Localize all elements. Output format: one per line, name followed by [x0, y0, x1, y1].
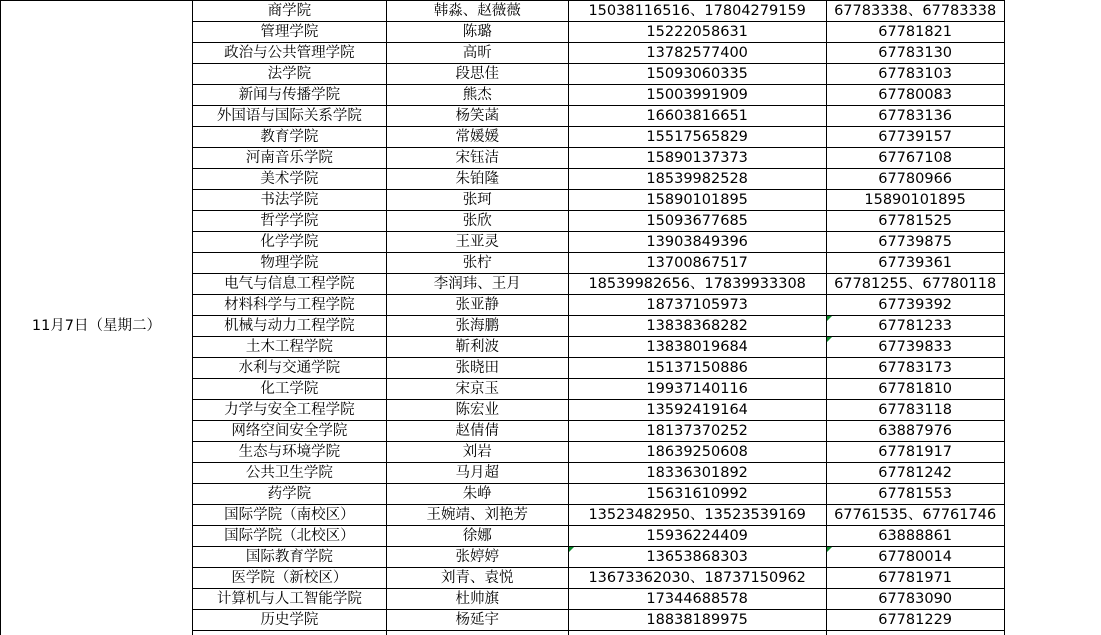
mobile-phone-text: 13523482950、13523539169 — [588, 507, 806, 523]
blank-cell[interactable] — [826, 631, 1004, 635]
error-indicator-icon — [827, 316, 832, 321]
contact-name-text: 靳利波 — [455, 339, 500, 355]
office-phone-cell[interactable] — [826, 379, 1004, 400]
office-phone-cell[interactable] — [826, 127, 1004, 148]
college-text: 管理学院 — [260, 24, 319, 40]
error-indicator-icon — [827, 547, 832, 552]
contact-name-cell[interactable] — [386, 85, 568, 106]
college-cell[interactable] — [192, 463, 386, 484]
contact-name-text: 朱铂隆 — [455, 171, 500, 187]
office-phone-text: 67781821 — [878, 24, 953, 40]
college-cell[interactable] — [192, 400, 386, 421]
mobile-phone-cell[interactable] — [568, 1, 826, 22]
office-phone-cell[interactable] — [826, 295, 1004, 316]
office-phone-text: 67739875 — [878, 234, 953, 250]
office-phone-text: 67783338、67783338 — [834, 3, 997, 19]
mobile-phone-cell[interactable] — [568, 379, 826, 400]
empty-cell[interactable] — [1004, 589, 1101, 610]
mobile-phone-text: 18539982528 — [646, 171, 748, 187]
mobile-phone-cell[interactable] — [568, 148, 826, 169]
contact-name-text: 朱峥 — [462, 486, 492, 502]
office-phone-cell[interactable] — [826, 232, 1004, 253]
contact-name-cell[interactable] — [386, 421, 568, 442]
contact-name-text: 韩淼、赵薇薇 — [433, 3, 521, 19]
error-indicator-icon — [827, 337, 832, 342]
contact-name-text: 段思佳 — [455, 66, 500, 82]
college-cell[interactable] — [192, 1, 386, 22]
blank-cell[interactable] — [386, 631, 568, 635]
empty-cell[interactable] — [1004, 295, 1101, 316]
empty-cell[interactable] — [1004, 232, 1101, 253]
mobile-phone-text: 19937140116 — [646, 381, 748, 397]
college-cell[interactable] — [192, 505, 386, 526]
contact-name-cell[interactable] — [386, 22, 568, 43]
mobile-phone-cell[interactable] — [568, 85, 826, 106]
office-phone-text: 67783136 — [878, 108, 953, 124]
mobile-phone-cell[interactable] — [568, 337, 826, 358]
college-text: 化工学院 — [260, 381, 319, 397]
contact-name-cell[interactable] — [386, 316, 568, 337]
mobile-phone-text: 15890101895 — [646, 192, 748, 208]
college-cell[interactable] — [192, 211, 386, 232]
college-cell[interactable] — [192, 379, 386, 400]
contact-name-text: 李润玮、王月 — [433, 276, 521, 292]
office-phone-cell[interactable] — [826, 442, 1004, 463]
contact-name-text: 马月超 — [455, 465, 500, 481]
contact-name-cell[interactable] — [386, 505, 568, 526]
office-phone-cell[interactable] — [826, 421, 1004, 442]
contact-name-cell[interactable] — [386, 64, 568, 85]
empty-cell[interactable] — [1004, 43, 1101, 64]
contact-name-text: 王亚灵 — [455, 234, 500, 250]
mobile-phone-cell[interactable] — [568, 463, 826, 484]
contact-name-text: 杜帅旗 — [455, 591, 500, 607]
mobile-phone-text: 15517565829 — [646, 129, 748, 145]
college-cell[interactable] — [192, 148, 386, 169]
college-text: 力学与安全工程学院 — [224, 402, 355, 418]
mobile-phone-cell[interactable] — [568, 22, 826, 43]
contact-name-cell[interactable] — [386, 211, 568, 232]
empty-cell[interactable] — [1004, 484, 1101, 505]
mobile-phone-cell[interactable] — [568, 400, 826, 421]
empty-cell[interactable] — [1004, 526, 1101, 547]
office-phone-text: 67780966 — [878, 171, 953, 187]
mobile-phone-cell[interactable] — [568, 43, 826, 64]
mobile-phone-text: 18639250608 — [646, 444, 748, 460]
college-cell[interactable] — [192, 316, 386, 337]
mobile-phone-text: 13838019684 — [646, 339, 748, 355]
office-phone-cell[interactable] — [826, 463, 1004, 484]
college-text: 国际学院（南校区） — [224, 507, 355, 523]
empty-cell[interactable] — [1004, 568, 1101, 589]
contact-name-cell[interactable] — [386, 526, 568, 547]
contact-name-text: 张欣 — [462, 213, 492, 229]
office-phone-cell[interactable] — [826, 148, 1004, 169]
office-phone-cell[interactable] — [826, 169, 1004, 190]
mobile-phone-text: 18336301892 — [646, 465, 748, 481]
contact-name-cell[interactable] — [386, 106, 568, 127]
mobile-phone-text: 13673362030、18737150962 — [588, 570, 806, 586]
contact-name-cell[interactable] — [386, 253, 568, 274]
contact-name-cell[interactable] — [386, 568, 568, 589]
college-cell[interactable] — [192, 85, 386, 106]
office-phone-text: 67783173 — [878, 360, 953, 376]
office-phone-text: 67783118 — [878, 402, 953, 418]
empty-cell[interactable] — [1004, 22, 1101, 43]
office-phone-cell[interactable] — [826, 526, 1004, 547]
office-phone-cell[interactable] — [826, 43, 1004, 64]
mobile-phone-text: 15038116516、17804279159 — [588, 3, 806, 19]
mobile-phone-cell[interactable] — [568, 169, 826, 190]
college-text: 电气与信息工程学院 — [224, 276, 355, 292]
empty-cell[interactable] — [1004, 400, 1101, 421]
office-phone-cell[interactable] — [826, 316, 1004, 337]
office-phone-cell[interactable] — [826, 568, 1004, 589]
mobile-phone-cell[interactable] — [568, 568, 826, 589]
contact-name-cell[interactable] — [386, 589, 568, 610]
office-phone-cell[interactable] — [826, 106, 1004, 127]
office-phone-text: 67781810 — [878, 381, 953, 397]
college-cell[interactable] — [192, 43, 386, 64]
college-cell[interactable] — [192, 442, 386, 463]
college-text: 土木工程学院 — [245, 339, 333, 355]
mobile-phone-text: 15093677685 — [646, 213, 748, 229]
contact-name-text: 王婉靖、刘艳芳 — [426, 507, 529, 523]
mobile-phone-text: 13700867517 — [646, 255, 748, 271]
contact-name-cell[interactable] — [386, 484, 568, 505]
office-phone-text: 63888861 — [878, 528, 953, 544]
office-phone-text: 67781553 — [878, 486, 953, 502]
college-text: 计算机与人工智能学院 — [216, 591, 362, 607]
mobile-phone-cell[interactable] — [568, 421, 826, 442]
college-text: 网络空间安全学院 — [231, 423, 348, 439]
college-cell[interactable] — [192, 421, 386, 442]
contact-name-cell[interactable] — [386, 337, 568, 358]
mobile-phone-text: 15137150886 — [646, 360, 748, 376]
college-text: 医学院（新校区） — [231, 570, 348, 586]
table-row — [1, 1, 1101, 22]
office-phone-text: 67781971 — [878, 570, 953, 586]
mobile-phone-cell[interactable] — [568, 505, 826, 526]
college-cell[interactable] — [192, 484, 386, 505]
college-text: 河南音乐学院 — [245, 150, 333, 166]
mobile-phone-text: 18539982656、17839933308 — [588, 276, 806, 292]
empty-cell[interactable] — [1004, 253, 1101, 274]
college-cell[interactable] — [192, 274, 386, 295]
office-phone-text: 67739361 — [878, 255, 953, 271]
college-cell[interactable] — [192, 106, 386, 127]
empty-cell[interactable] — [1004, 169, 1101, 190]
office-phone-cell[interactable] — [826, 253, 1004, 274]
contact-name-cell[interactable] — [386, 127, 568, 148]
empty-cell[interactable] — [1004, 505, 1101, 526]
contact-name-text: 张海鹏 — [455, 318, 500, 334]
empty-cell[interactable] — [1004, 64, 1101, 85]
contact-name-text: 张珂 — [462, 192, 492, 208]
contact-name-text: 熊杰 — [462, 87, 492, 103]
college-cell[interactable] — [192, 610, 386, 631]
office-phone-text: 67739833 — [878, 339, 953, 355]
office-phone-text: 67739157 — [878, 129, 953, 145]
contact-name-text: 徐娜 — [462, 528, 492, 544]
office-phone-cell[interactable] — [826, 190, 1004, 211]
contact-name-text: 刘岩 — [462, 444, 492, 460]
mobile-phone-cell[interactable] — [568, 232, 826, 253]
mobile-phone-text: 13653868303 — [646, 549, 748, 565]
college-cell[interactable] — [192, 190, 386, 211]
college-cell[interactable] — [192, 547, 386, 568]
contact-name-cell[interactable] — [386, 148, 568, 169]
mobile-phone-text: 16603816651 — [646, 108, 748, 124]
contact-name-cell[interactable] — [386, 274, 568, 295]
office-phone-cell[interactable] — [826, 274, 1004, 295]
empty-cell[interactable] — [1004, 190, 1101, 211]
contact-name-text: 陈宏业 — [455, 402, 500, 418]
college-cell[interactable] — [192, 232, 386, 253]
college-text: 教育学院 — [260, 129, 319, 145]
mobile-phone-text: 15003991909 — [646, 87, 748, 103]
college-cell[interactable] — [192, 589, 386, 610]
contact-name-text: 张晓田 — [455, 360, 500, 376]
college-text: 书法学院 — [260, 192, 319, 208]
mobile-phone-cell[interactable] — [568, 211, 826, 232]
mobile-phone-text: 18737105973 — [646, 297, 748, 313]
college-cell[interactable] — [192, 526, 386, 547]
empty-cell[interactable] — [1004, 463, 1101, 484]
office-phone-cell[interactable] — [826, 64, 1004, 85]
empty-cell[interactable] — [1004, 358, 1101, 379]
office-phone-cell[interactable] — [826, 1, 1004, 22]
empty-cell[interactable] — [1004, 547, 1101, 568]
contact-name-cell[interactable] — [386, 463, 568, 484]
blank-cell[interactable] — [568, 631, 826, 635]
office-phone-cell[interactable] — [826, 484, 1004, 505]
mobile-phone-text: 13903849396 — [646, 234, 748, 250]
empty-cell[interactable] — [1004, 610, 1101, 631]
contact-name-cell[interactable] — [386, 1, 568, 22]
college-text: 材料科学与工程学院 — [224, 297, 355, 313]
office-phone-text: 67780083 — [878, 87, 953, 103]
empty-cell[interactable] — [1004, 127, 1101, 148]
college-text: 国际学院（北校区） — [224, 528, 355, 544]
office-phone-text: 67781242 — [878, 465, 953, 481]
college-text: 政治与公共管理学院 — [224, 45, 355, 61]
mobile-phone-cell[interactable] — [568, 547, 826, 568]
contact-name-text: 杨笑菡 — [455, 108, 500, 124]
office-phone-text: 67783103 — [878, 66, 953, 82]
mobile-phone-cell[interactable] — [568, 316, 826, 337]
mobile-phone-text: 15093060335 — [646, 66, 748, 82]
office-phone-text: 67781255、67780118 — [834, 276, 997, 292]
blank-cell[interactable] — [192, 631, 386, 635]
contact-name-text: 宋京玉 — [455, 381, 500, 397]
contact-name-cell[interactable] — [386, 190, 568, 211]
office-phone-text: 63887976 — [878, 423, 953, 439]
contact-name-text: 宋钰洁 — [455, 150, 500, 166]
college-text: 生态与环境学院 — [238, 444, 341, 460]
office-phone-cell[interactable] — [826, 505, 1004, 526]
office-phone-text: 67781233 — [878, 318, 953, 334]
office-phone-text: 67767108 — [878, 150, 953, 166]
contact-name-text: 张柠 — [462, 255, 492, 271]
contact-name-text: 高昕 — [462, 45, 492, 61]
mobile-phone-text: 15222058631 — [646, 24, 748, 40]
mobile-phone-text: 18137370252 — [646, 423, 748, 439]
office-phone-text: 67739392 — [878, 297, 953, 313]
office-phone-cell[interactable] — [826, 400, 1004, 421]
college-text: 物理学院 — [260, 255, 319, 271]
college-cell[interactable] — [192, 22, 386, 43]
mobile-phone-cell[interactable] — [568, 526, 826, 547]
mobile-phone-cell[interactable] — [568, 358, 826, 379]
office-phone-text: 67783090 — [878, 591, 953, 607]
college-cell[interactable] — [192, 568, 386, 589]
mobile-phone-text: 13592419164 — [646, 402, 748, 418]
college-text: 哲学学院 — [260, 213, 319, 229]
mobile-phone-cell[interactable] — [568, 589, 826, 610]
college-text: 历史学院 — [260, 612, 319, 628]
empty-cell[interactable] — [1004, 442, 1101, 463]
empty-cell[interactable] — [1004, 1, 1101, 22]
college-text: 化学学院 — [260, 234, 319, 250]
college-text: 新闻与传播学院 — [238, 87, 341, 103]
office-phone-text: 67781229 — [878, 612, 953, 628]
office-phone-text: 67783130 — [878, 45, 953, 61]
office-phone-cell[interactable] — [826, 358, 1004, 379]
office-phone-cell[interactable] — [826, 211, 1004, 232]
empty-cell[interactable] — [1004, 106, 1101, 127]
contact-name-text: 刘青、袁悦 — [441, 570, 514, 586]
contact-name-text: 杨延宇 — [455, 612, 500, 628]
mobile-phone-text: 17344688578 — [646, 591, 748, 607]
college-text: 美术学院 — [260, 171, 319, 187]
contact-name-cell[interactable] — [386, 358, 568, 379]
college-text: 公共卫生学院 — [245, 465, 333, 481]
contact-name-text: 陈璐 — [462, 24, 492, 40]
contact-name-cell[interactable] — [386, 400, 568, 421]
college-text: 法学院 — [267, 66, 312, 82]
empty-cell[interactable] — [1004, 379, 1101, 400]
mobile-phone-text: 15631610992 — [646, 486, 748, 502]
contact-name-text: 张亚静 — [455, 297, 500, 313]
office-phone-cell[interactable] — [826, 610, 1004, 631]
mobile-phone-text: 15936224409 — [646, 528, 748, 544]
empty-cell[interactable] — [1004, 211, 1101, 232]
mobile-phone-text: 13838368282 — [646, 318, 748, 334]
empty-cell[interactable] — [1004, 421, 1101, 442]
office-phone-cell[interactable] — [826, 337, 1004, 358]
mobile-phone-text: 15890137373 — [646, 150, 748, 166]
college-text: 机械与动力工程学院 — [224, 318, 355, 334]
office-phone-cell[interactable] — [826, 85, 1004, 106]
empty-cell[interactable] — [1004, 631, 1101, 635]
college-text: 国际教育学院 — [245, 549, 333, 565]
mobile-phone-cell[interactable] — [568, 127, 826, 148]
empty-cell[interactable] — [1004, 316, 1101, 337]
contact-name-text: 赵倩倩 — [455, 423, 500, 439]
college-text: 水利与交通学院 — [238, 360, 341, 376]
mobile-phone-cell[interactable] — [568, 253, 826, 274]
contact-name-cell[interactable] — [386, 43, 568, 64]
college-cell[interactable] — [192, 64, 386, 85]
college-cell[interactable] — [192, 127, 386, 148]
office-phone-text: 67781525 — [878, 213, 953, 229]
college-cell[interactable] — [192, 295, 386, 316]
contact-name-cell[interactable] — [386, 547, 568, 568]
error-indicator-icon — [569, 547, 574, 552]
office-phone-text: 15890101895 — [864, 192, 966, 208]
contact-name-text: 张婷婷 — [455, 549, 500, 565]
contact-name-cell[interactable] — [386, 610, 568, 631]
mobile-phone-cell[interactable] — [568, 274, 826, 295]
office-phone-text: 67781917 — [878, 444, 953, 460]
mobile-phone-cell[interactable] — [568, 295, 826, 316]
empty-cell[interactable] — [1004, 274, 1101, 295]
office-phone-cell[interactable] — [826, 22, 1004, 43]
office-phone-cell[interactable] — [826, 589, 1004, 610]
college-cell[interactable] — [192, 253, 386, 274]
college-text: 药学院 — [267, 486, 312, 502]
date-cell[interactable]: 11月7日（星期二） — [1, 1, 193, 635]
contact-name-text: 常媛媛 — [455, 129, 500, 145]
mobile-phone-cell[interactable] — [568, 610, 826, 631]
office-phone-text: 67780014 — [878, 549, 953, 565]
mobile-phone-cell[interactable] — [568, 190, 826, 211]
college-cell[interactable] — [192, 358, 386, 379]
empty-cell[interactable] — [1004, 148, 1101, 169]
office-phone-cell[interactable] — [826, 547, 1004, 568]
college-text: 外国语与国际关系学院 — [216, 108, 362, 124]
college-cell[interactable] — [192, 337, 386, 358]
contact-name-cell[interactable] — [386, 442, 568, 463]
empty-cell[interactable] — [1004, 85, 1101, 106]
contact-name-cell[interactable] — [386, 232, 568, 253]
mobile-phone-text: 13782577400 — [646, 45, 748, 61]
college-text: 商学院 — [267, 3, 312, 19]
contact-name-cell[interactable] — [386, 169, 568, 190]
contact-name-cell[interactable] — [386, 379, 568, 400]
mobile-phone-cell[interactable] — [568, 106, 826, 127]
mobile-phone-cell[interactable] — [568, 64, 826, 85]
college-cell[interactable] — [192, 169, 386, 190]
empty-cell[interactable] — [1004, 337, 1101, 358]
mobile-phone-text: 18838189975 — [646, 612, 748, 628]
office-phone-text: 67761535、67761746 — [834, 507, 997, 523]
mobile-phone-cell[interactable] — [568, 442, 826, 463]
mobile-phone-cell[interactable] — [568, 484, 826, 505]
contact-name-cell[interactable] — [386, 295, 568, 316]
